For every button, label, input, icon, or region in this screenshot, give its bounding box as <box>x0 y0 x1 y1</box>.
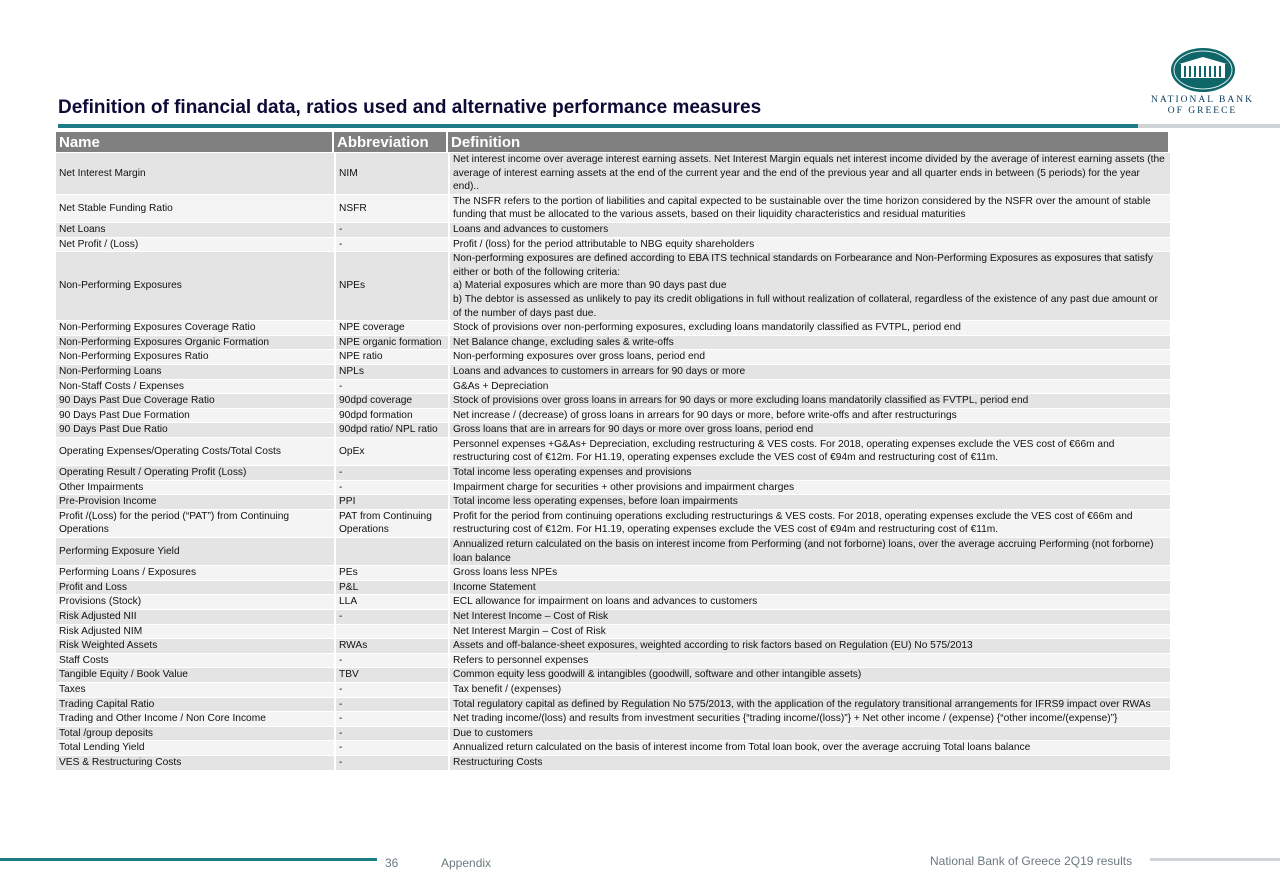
row-name: Risk Adjusted NIM <box>56 625 334 639</box>
title-divider-grey <box>1138 124 1280 128</box>
row-abbreviation: - <box>334 712 448 726</box>
row-definition: Stock of provisions over non-performing exposures, excluding loans mandatorily classified as FVTPL, period end <box>448 321 1170 335</box>
row-name: Trading and Other Income / Non Core Income <box>56 712 334 726</box>
row-name: Pre-Provision Income <box>56 495 334 509</box>
row-definition: The NSFR refers to the portion of liabilities and capital expected to be sustainable over the time horizon considered by the NSFR over the amount of stable funding that must be allocated to the various assets, based on their liquidity characteristics and residual maturities <box>448 195 1170 222</box>
row-abbreviation: NPEs <box>334 252 448 320</box>
table-row <box>56 727 1170 741</box>
row-name: 90 Days Past Due Ratio <box>56 423 334 437</box>
row-definition: Tax benefit / (expenses) <box>448 683 1170 697</box>
row-name: Total /group deposits <box>56 727 334 741</box>
row-definition: Loans and advances to customers <box>448 223 1170 237</box>
row-abbreviation: 90dpd ratio/ NPL ratio <box>334 423 448 437</box>
row-definition: Gross loans less NPEs <box>448 566 1170 580</box>
row-abbreviation: - <box>334 756 448 770</box>
row-name: 90 Days Past Due Coverage Ratio <box>56 394 334 408</box>
column-header-abbreviation: Abbreviation <box>334 132 448 152</box>
table-row <box>56 153 1170 194</box>
row-abbreviation: PEs <box>334 566 448 580</box>
row-name: Net Stable Funding Ratio <box>56 195 334 222</box>
row-abbreviation: - <box>334 741 448 755</box>
table-row <box>56 581 1170 595</box>
table-row <box>56 510 1170 537</box>
table-row <box>56 741 1170 755</box>
row-definition: Net increase / (decrease) of gross loans in arrears for 90 days or more, before write-offs and after restructurings <box>448 409 1170 423</box>
page-title: Definition of financial data, ratios used and alternative performance measures <box>58 97 762 118</box>
row-name: Non-Performing Exposures Coverage Ratio <box>56 321 334 335</box>
row-abbreviation: - <box>334 698 448 712</box>
row-definition: Due to customers <box>448 727 1170 741</box>
row-definition: Net interest income over average interest earning assets. Net Interest Margin equals net interest income divided by the average of interest earning assets (the average of interest earning assets at the end of the current year and the end of the previous year and all quarter ends in between (5 periods) for the year end).. <box>448 153 1170 194</box>
row-definition: Assets and off-balance-sheet exposures, weighted according to risk factors based on Regulation (EU) No 575/2013 <box>448 639 1170 653</box>
table-row <box>56 223 1170 237</box>
table-row <box>56 698 1170 712</box>
row-abbreviation: P&L <box>334 581 448 595</box>
row-definition: Net trading income/(loss) and results from investment securities {“trading income/(loss)”} + Net other income / (expense) {“other income/(expense)”} <box>448 712 1170 726</box>
row-definition: Net Balance change, excluding sales & write-offs <box>448 336 1170 350</box>
row-definition: Profit / (loss) for the period attributable to NBG equity shareholders <box>448 238 1170 252</box>
row-name: 90 Days Past Due Formation <box>56 409 334 423</box>
row-abbreviation: PAT from Continuing Operations <box>334 510 448 537</box>
row-definition: Non-performing exposures over gross loans, period end <box>448 350 1170 364</box>
row-name: Net Interest Margin <box>56 153 334 194</box>
row-name: Net Loans <box>56 223 334 237</box>
table-row <box>56 683 1170 697</box>
table-row <box>56 639 1170 653</box>
row-abbreviation: 90dpd formation <box>334 409 448 423</box>
row-definition: Profit for the period from continuing operations excluding restructurings & VES costs. For 2018, operating expenses exclude the VES cost of €66m and restructuring cost of €12m. For H1.19, operating expenses exclude the VES cost of €94m and restructuring cost of €11m. <box>448 510 1170 537</box>
row-abbreviation: PPI <box>334 495 448 509</box>
row-name: Risk Weighted Assets <box>56 639 334 653</box>
row-name: Staff Costs <box>56 654 334 668</box>
section-label: Appendix <box>441 856 492 870</box>
row-definition: Net Interest Margin – Cost of Risk <box>448 625 1170 639</box>
row-definition: Total income less operating expenses, before loan impairments <box>448 495 1170 509</box>
table-row <box>56 238 1170 252</box>
row-abbreviation: - <box>334 727 448 741</box>
row-abbreviation: 90dpd coverage <box>334 394 448 408</box>
row-name: Operating Result / Operating Profit (Loss) <box>56 466 334 480</box>
row-name: Net Profit / (Loss) <box>56 238 334 252</box>
row-definition: Common equity less goodwill & intangibles (goodwill, software and other intangible assets) <box>448 668 1170 682</box>
row-abbreviation: - <box>334 223 448 237</box>
row-name: Non-Staff Costs / Expenses <box>56 380 334 394</box>
row-name: Profit and Loss <box>56 581 334 595</box>
row-definition: ECL allowance for impairment on loans and advances to customers <box>448 595 1170 609</box>
table-row <box>56 380 1170 394</box>
table-row <box>56 495 1170 509</box>
column-header-name: Name <box>56 132 334 152</box>
row-name: Performing Loans / Exposures <box>56 566 334 580</box>
row-abbreviation: LLA <box>334 595 448 609</box>
row-definition: Non-performing exposures are defined according to EBA ITS technical standards on Forbearance and Non-Performing Exposures as exposures that satisfy either or both of the following criteria: a) Material exposures which are more than 90 days past due b) The debtor is assessed as unlikely to pay its credit obligations in full without realization of collateral, regardless of the existence of any past due amount or of the number of days past due. <box>448 252 1170 320</box>
definitions-table <box>56 131 1170 771</box>
row-name: Taxes <box>56 683 334 697</box>
table-row <box>56 538 1170 565</box>
row-name: Profit /(Loss) for the period (“PAT”) from Continuing Operations <box>56 510 334 537</box>
row-definition: Stock of provisions over gross loans in arrears for 90 days or more excluding loans mandatorily classified as FVTPL, period end <box>448 394 1170 408</box>
table-row <box>56 756 1170 770</box>
row-abbreviation <box>334 625 448 639</box>
row-definition: Personnel expenses +G&As+ Depreciation, excluding restructuring & VES costs. For 2018, operating expenses exclude the VES cost of €66m and restructuring cost of €12m. For H1.19, operating expenses exclude the VES cost of €94m and restructuring cost of €11m. <box>448 438 1170 465</box>
table-row <box>56 394 1170 408</box>
row-definition: Total income less operating expenses and provisions <box>448 466 1170 480</box>
row-name: Operating Expenses/Operating Costs/Total Costs <box>56 438 334 465</box>
table-row <box>56 466 1170 480</box>
table-row <box>56 654 1170 668</box>
row-abbreviation: TBV <box>334 668 448 682</box>
row-definition: Net Interest Income – Cost of Risk <box>448 610 1170 624</box>
row-definition: Loans and advances to customers in arrears for 90 days or more <box>448 365 1170 379</box>
row-definition: Gross loans that are in arrears for 90 days or more over gross loans, period end <box>448 423 1170 437</box>
row-name: Non-Performing Exposures Ratio <box>56 350 334 364</box>
row-abbreviation: NIM <box>334 153 448 194</box>
row-definition: Restructuring Costs <box>448 756 1170 770</box>
row-definition: Impairment charge for securities + other provisions and impairment charges <box>448 481 1170 495</box>
footer-divider <box>0 858 377 861</box>
row-abbreviation: - <box>334 683 448 697</box>
table-header-row <box>56 132 1170 152</box>
row-abbreviation: - <box>334 481 448 495</box>
row-abbreviation: NSFR <box>334 195 448 222</box>
row-abbreviation: NPLs <box>334 365 448 379</box>
title-divider <box>58 124 1138 128</box>
table-row <box>56 595 1170 609</box>
table-row <box>56 423 1170 437</box>
row-definition: G&As + Depreciation <box>448 380 1170 394</box>
row-abbreviation: - <box>334 654 448 668</box>
table-row <box>56 566 1170 580</box>
row-abbreviation: OpEx <box>334 438 448 465</box>
table-row <box>56 321 1170 335</box>
table-row <box>56 365 1170 379</box>
row-abbreviation: RWAs <box>334 639 448 653</box>
table-row <box>56 668 1170 682</box>
row-name: Non-Performing Exposures Organic Formation <box>56 336 334 350</box>
bank-logo-text: NATIONAL BANK OF GREECE <box>1151 95 1254 116</box>
row-abbreviation: NPE ratio <box>334 350 448 364</box>
table-row <box>56 481 1170 495</box>
table-row <box>56 195 1170 222</box>
table-row <box>56 336 1170 350</box>
row-name: Non-Performing Exposures <box>56 252 334 320</box>
row-abbreviation: - <box>334 238 448 252</box>
row-name: Risk Adjusted NII <box>56 610 334 624</box>
row-definition: Income Statement <box>448 581 1170 595</box>
table-row <box>56 625 1170 639</box>
table-row <box>56 409 1170 423</box>
table-row <box>56 252 1170 320</box>
row-name: Tangible Equity / Book Value <box>56 668 334 682</box>
row-name: Performing Exposure Yield <box>56 538 334 565</box>
table-row <box>56 712 1170 726</box>
row-name: Provisions (Stock) <box>56 595 334 609</box>
report-title: National Bank of Greece 2Q19 results <box>930 854 1133 868</box>
row-name: VES & Restructuring Costs <box>56 756 334 770</box>
column-header-definition: Definition <box>448 132 1170 152</box>
row-abbreviation: NPE coverage <box>334 321 448 335</box>
row-name: Other Impairments <box>56 481 334 495</box>
row-name: Non-Performing Loans <box>56 365 334 379</box>
row-definition: Annualized return calculated on the basis of interest income from Total loan book, over the average accruing Total loans balance <box>448 741 1170 755</box>
table-row <box>56 610 1170 624</box>
row-abbreviation: - <box>334 610 448 624</box>
footer-divider-right <box>1150 858 1280 861</box>
row-definition: Refers to personnel expenses <box>448 654 1170 668</box>
row-abbreviation: - <box>334 466 448 480</box>
row-abbreviation: - <box>334 380 448 394</box>
row-definition: Annualized return calculated on the basis on interest income from Performing (and not forborne) loans, over the average accruing Performing (not forborne) loan balance <box>448 538 1170 565</box>
row-definition: Total regulatory capital as defined by Regulation No 575/2013, with the application of the regulatory transitional arrangements for IFRS9 impact over RWAs <box>448 698 1170 712</box>
page-number: 36 <box>385 856 399 870</box>
table-row <box>56 350 1170 364</box>
row-name: Trading Capital Ratio <box>56 698 334 712</box>
table-row <box>56 438 1170 465</box>
row-abbreviation <box>334 538 448 565</box>
row-name: Total Lending Yield <box>56 741 334 755</box>
row-abbreviation: NPE organic formation <box>334 336 448 350</box>
